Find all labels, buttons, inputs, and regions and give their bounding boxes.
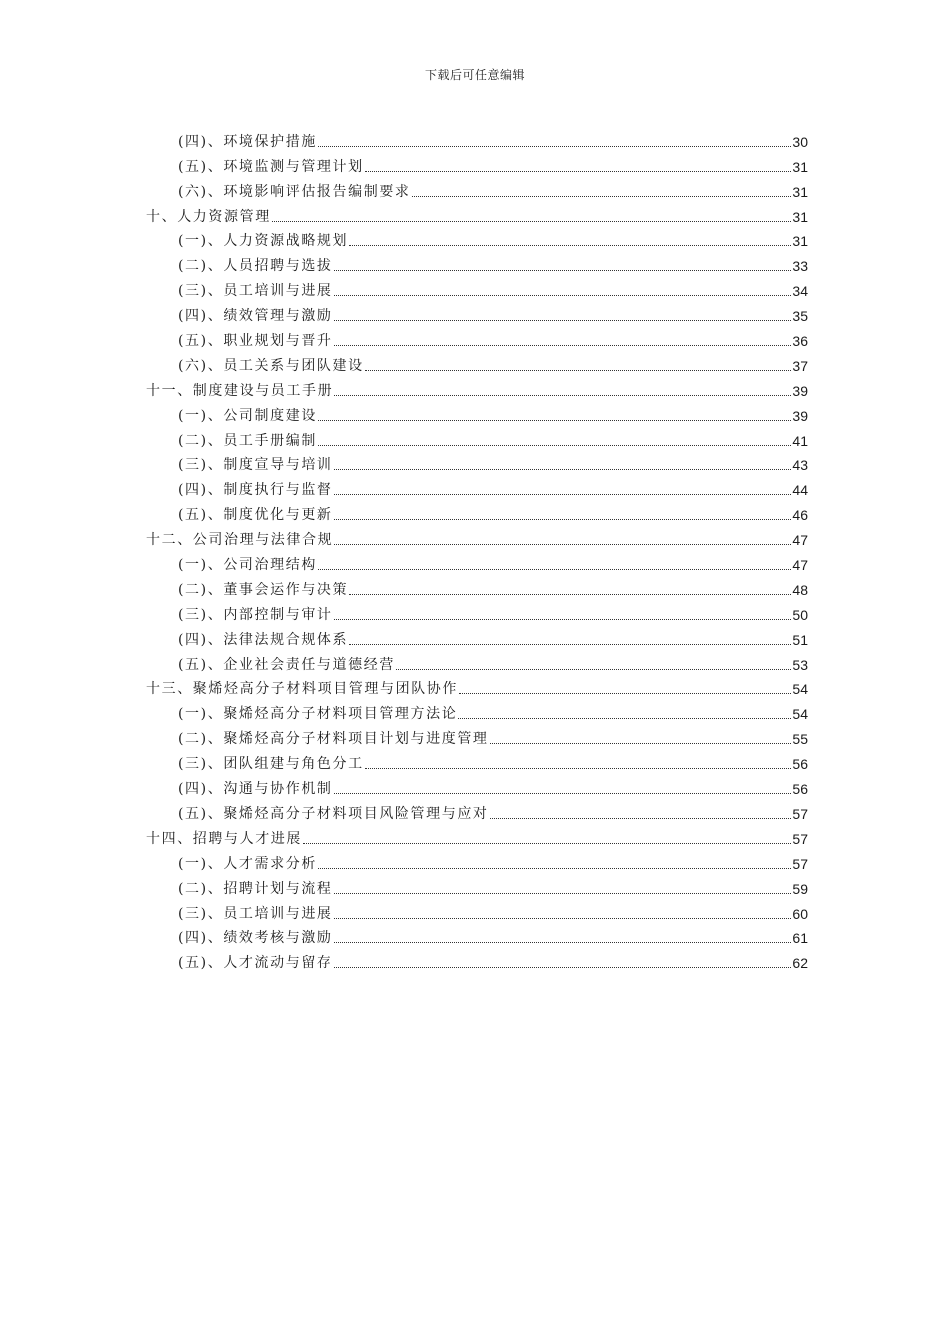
toc-section-entry[interactable] bbox=[146, 400, 808, 425]
toc-entry-label: (一)、聚烯烃高分子材料项目管理方法论 bbox=[178, 706, 458, 723]
dot-leader bbox=[334, 893, 792, 894]
toc-entry-label: (二)、人员招聘与选拔 bbox=[178, 258, 333, 275]
toc-page-number: 39 bbox=[792, 407, 808, 424]
toc-entry-label: (二)、招聘计划与流程 bbox=[178, 880, 333, 897]
toc-page-number: 48 bbox=[792, 581, 808, 598]
toc-page-number: 56 bbox=[792, 756, 808, 773]
table-of-contents bbox=[146, 126, 808, 972]
toc-entry-label: (四)、绩效考核与激励 bbox=[178, 930, 333, 947]
toc-section-entry[interactable] bbox=[146, 425, 808, 450]
toc-page-number: 31 bbox=[792, 183, 808, 200]
dot-leader bbox=[365, 768, 792, 769]
dot-leader bbox=[334, 942, 792, 943]
toc-section-entry[interactable] bbox=[146, 574, 808, 599]
toc-section-entry[interactable] bbox=[146, 300, 808, 325]
toc-entry-label: (五)、职业规划与晋升 bbox=[178, 333, 333, 350]
dot-leader bbox=[334, 793, 792, 794]
toc-entry-label: (一)、公司制度建设 bbox=[178, 407, 317, 424]
toc-page-number: 53 bbox=[792, 656, 808, 673]
dot-leader bbox=[334, 494, 792, 495]
toc-entry-label: (二)、员工手册编制 bbox=[178, 432, 317, 449]
dot-leader bbox=[334, 519, 792, 520]
toc-section-entry[interactable] bbox=[146, 848, 808, 873]
toc-section-entry[interactable] bbox=[146, 151, 808, 176]
dot-leader bbox=[334, 469, 792, 470]
toc-page-number: 60 bbox=[792, 905, 808, 922]
page-header: 下载后可任意编辑 bbox=[424, 68, 525, 82]
toc-page-number: 31 bbox=[792, 233, 808, 250]
dot-leader bbox=[334, 619, 792, 620]
dot-leader bbox=[334, 270, 792, 271]
toc-entry-label: 十四、招聘与人才进展 bbox=[146, 830, 302, 847]
toc-section-entry[interactable] bbox=[146, 923, 808, 948]
dot-leader bbox=[334, 544, 791, 545]
dot-leader bbox=[490, 743, 792, 744]
toc-entry-label: (三)、员工培训与进展 bbox=[178, 905, 333, 922]
toc-entry-label: (三)、内部控制与审计 bbox=[178, 606, 333, 623]
toc-section-entry[interactable] bbox=[146, 698, 808, 723]
toc-section-entry[interactable] bbox=[146, 624, 808, 649]
dot-leader bbox=[349, 245, 791, 246]
dot-leader bbox=[334, 320, 792, 321]
toc-chapter-entry[interactable] bbox=[146, 524, 808, 549]
toc-entry-label: (三)、员工培训与进展 bbox=[178, 283, 333, 300]
toc-page-number: 54 bbox=[792, 706, 808, 723]
toc-chapter-entry[interactable] bbox=[146, 674, 808, 699]
toc-entry-label: (六)、环境影响评估报告编制要求 bbox=[178, 183, 411, 200]
dot-leader bbox=[334, 967, 792, 968]
toc-section-entry[interactable] bbox=[146, 450, 808, 475]
toc-entry-label: (四)、绩效管理与激励 bbox=[178, 308, 333, 325]
toc-page-number: 34 bbox=[792, 283, 808, 300]
toc-page-number: 59 bbox=[792, 880, 808, 897]
dot-leader bbox=[318, 445, 791, 446]
toc-entry-label: (五)、聚烯烃高分子材料项目风险管理与应对 bbox=[178, 805, 489, 822]
toc-page-number: 37 bbox=[792, 357, 808, 374]
toc-entry-label: 十三、聚烯烃高分子材料项目管理与团队协作 bbox=[146, 681, 458, 698]
toc-section-entry[interactable] bbox=[146, 599, 808, 624]
toc-section-entry[interactable] bbox=[146, 549, 808, 574]
toc-entry-label: (二)、董事会运作与决策 bbox=[178, 581, 349, 598]
toc-section-entry[interactable] bbox=[146, 947, 808, 972]
toc-section-entry[interactable] bbox=[146, 275, 808, 300]
toc-entry-label: (四)、沟通与协作机制 bbox=[178, 781, 333, 798]
toc-page-number: 55 bbox=[792, 731, 808, 748]
toc-page-number: 51 bbox=[792, 631, 808, 648]
toc-section-entry[interactable] bbox=[146, 350, 808, 375]
toc-page-number: 31 bbox=[792, 158, 808, 175]
toc-section-entry[interactable] bbox=[146, 474, 808, 499]
toc-section-entry[interactable] bbox=[146, 748, 808, 773]
toc-section-entry[interactable] bbox=[146, 250, 808, 275]
toc-page-number: 30 bbox=[792, 133, 808, 150]
dot-leader bbox=[459, 693, 791, 694]
toc-entry-label: (四)、环境保护措施 bbox=[178, 133, 317, 150]
toc-page-number: 36 bbox=[792, 333, 808, 350]
toc-section-entry[interactable] bbox=[146, 873, 808, 898]
toc-entry-label: (四)、制度执行与监督 bbox=[178, 482, 333, 499]
dot-leader bbox=[349, 594, 791, 595]
toc-page-number: 54 bbox=[792, 681, 808, 698]
toc-page-number: 46 bbox=[792, 507, 808, 524]
dot-leader bbox=[458, 718, 791, 719]
toc-page-number: 62 bbox=[792, 955, 808, 972]
toc-entry-label: (五)、人才流动与留存 bbox=[178, 955, 333, 972]
toc-entry-label: 十二、公司治理与法律合规 bbox=[146, 532, 334, 549]
toc-entry-label: (五)、企业社会责任与道德经营 bbox=[178, 656, 395, 673]
toc-page-number: 57 bbox=[792, 805, 808, 822]
toc-entry-label: (五)、环境监测与管理计划 bbox=[178, 158, 364, 175]
toc-page-number: 57 bbox=[792, 830, 808, 847]
dot-leader bbox=[303, 843, 791, 844]
dot-leader bbox=[334, 918, 792, 919]
toc-page-number: 41 bbox=[792, 432, 808, 449]
toc-section-entry[interactable] bbox=[146, 126, 808, 151]
toc-entry-label: (五)、制度优化与更新 bbox=[178, 507, 333, 524]
toc-page-number: 31 bbox=[792, 208, 808, 225]
toc-entry-label: (三)、制度宣导与培训 bbox=[178, 457, 333, 474]
toc-section-entry[interactable] bbox=[146, 798, 808, 823]
toc-section-entry[interactable] bbox=[146, 499, 808, 524]
dot-leader bbox=[349, 644, 791, 645]
toc-section-entry[interactable] bbox=[146, 898, 808, 923]
toc-entry-label: 十一、制度建设与员工手册 bbox=[146, 382, 334, 399]
dot-leader bbox=[365, 370, 792, 371]
toc-page-number: 39 bbox=[792, 382, 808, 399]
toc-page-number: 50 bbox=[792, 606, 808, 623]
toc-entry-label: (一)、人力资源战略规划 bbox=[178, 233, 349, 250]
dot-leader bbox=[334, 295, 792, 296]
dot-leader bbox=[334, 395, 791, 396]
toc-entry-label: (一)、人才需求分析 bbox=[178, 855, 317, 872]
toc-chapter-entry[interactable] bbox=[146, 201, 808, 226]
toc-page-number: 56 bbox=[792, 781, 808, 798]
dot-leader bbox=[318, 420, 791, 421]
toc-page-number: 44 bbox=[792, 482, 808, 499]
dot-leader bbox=[396, 669, 791, 670]
dot-leader bbox=[334, 345, 792, 346]
dot-leader bbox=[365, 171, 792, 172]
toc-entry-label: (四)、法律法规合规体系 bbox=[178, 631, 349, 648]
dot-leader bbox=[412, 196, 792, 197]
toc-section-entry[interactable] bbox=[146, 723, 808, 748]
toc-entry-label: (六)、员工关系与团队建设 bbox=[178, 357, 364, 374]
toc-section-entry[interactable] bbox=[146, 773, 808, 798]
toc-entry-label: 十、人力资源管理 bbox=[146, 208, 271, 225]
toc-section-entry[interactable] bbox=[146, 649, 808, 674]
toc-section-entry[interactable] bbox=[146, 176, 808, 201]
toc-page-number: 33 bbox=[792, 258, 808, 275]
toc-entry-label: (二)、聚烯烃高分子材料项目计划与进度管理 bbox=[178, 731, 489, 748]
toc-page-number: 47 bbox=[792, 557, 808, 574]
toc-page-number: 43 bbox=[792, 457, 808, 474]
toc-page-number: 35 bbox=[792, 308, 808, 325]
toc-section-entry[interactable] bbox=[146, 325, 808, 350]
dot-leader bbox=[318, 569, 791, 570]
dot-leader bbox=[272, 221, 792, 222]
toc-chapter-entry[interactable] bbox=[146, 375, 808, 400]
toc-page-number: 47 bbox=[792, 532, 808, 549]
toc-section-entry[interactable] bbox=[146, 226, 808, 251]
dot-leader bbox=[318, 868, 791, 869]
toc-page-number: 57 bbox=[792, 855, 808, 872]
dot-leader bbox=[490, 818, 792, 819]
toc-entry-label: (三)、团队组建与角色分工 bbox=[178, 756, 364, 773]
toc-page-number: 61 bbox=[792, 930, 808, 947]
toc-entry-label: (一)、公司治理结构 bbox=[178, 557, 317, 574]
toc-chapter-entry[interactable] bbox=[146, 823, 808, 848]
dot-leader bbox=[318, 146, 791, 147]
